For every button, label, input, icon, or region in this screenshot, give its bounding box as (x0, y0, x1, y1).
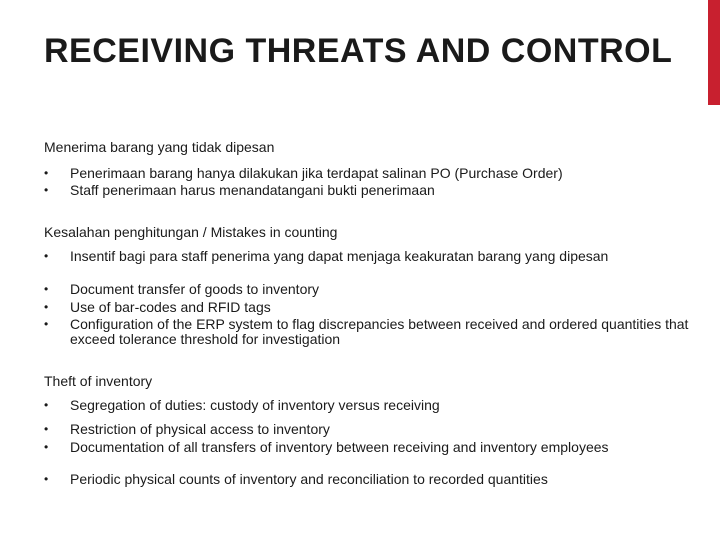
bullet-text: Restriction of physical access to inventory (70, 421, 330, 437)
bullet-text: Use of bar-codes and RFID tags (70, 299, 271, 315)
bullet-text: Periodic physical counts of inventory and reconciliation to recorded quantities (70, 471, 548, 487)
bullet-dot: • (44, 300, 49, 314)
bullet-dot: • (44, 472, 49, 486)
bullet-text: Insentif bagi para staff penerima yang dapat menjaga keakuratan barang yang dipesan (70, 248, 609, 264)
bullet-dot: • (44, 317, 49, 331)
bullet-dot: • (44, 166, 49, 180)
bullet-text: Penerimaan barang hanya dilakukan jika terdapat salinan PO (Purchase Order) (70, 165, 563, 181)
section-heading-counting-mistakes: Kesalahan penghitungan / Mistakes in counting (44, 224, 338, 240)
slide-title: RECEIVING THREATS AND CONTROL (44, 32, 673, 70)
bullet-text: Documentation of all transfers of inventory between receiving and inventory employees (70, 439, 609, 455)
bullet-dot: • (44, 249, 49, 263)
bullet-text: Staff penerimaan harus menandatangani bukti penerimaan (70, 182, 435, 198)
bullet-dot: • (44, 398, 49, 412)
bullet-text: Configuration of the ERP system to flag discrepancies between received and ordered quantities that exceed tolerance threshold for investigation (70, 316, 689, 347)
bullet-dot: • (44, 440, 49, 454)
section-heading-theft: Theft of inventory (44, 373, 153, 389)
section-heading-unordered-goods: Menerima barang yang tidak dipesan (44, 139, 275, 155)
bullet-text: Document transfer of goods to inventory (70, 281, 320, 297)
bullet-dot: • (44, 183, 49, 197)
bullet-text: Segregation of duties: custody of inventory versus receiving (70, 397, 440, 413)
accent-bar (708, 0, 720, 105)
bullet-dot: • (44, 282, 49, 296)
bullet-dot: • (44, 422, 49, 436)
